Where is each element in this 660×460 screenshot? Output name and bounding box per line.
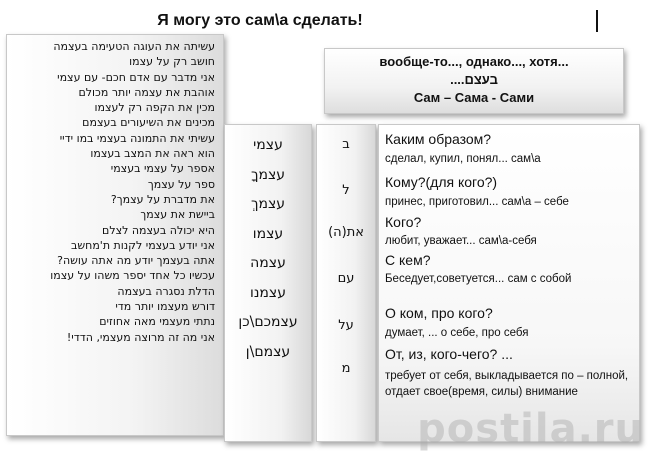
pronoun-item: עצמךְ — [250, 196, 286, 212]
pronoun-item: עצמכם\כן — [238, 314, 298, 330]
pronoun-item: עצמם\ן — [245, 343, 291, 360]
example-3: любит, уважает... сам\а-себя — [385, 235, 537, 247]
page-title: Я могу это сам\а сделать! — [157, 12, 363, 29]
preposition-item: ל — [342, 183, 350, 198]
example-5: думает, ... о себе, про себя — [385, 327, 529, 339]
hebrew-example-line: אני מה זה מרוצה מעצמי, הדדי! — [66, 330, 215, 344]
pronoun-item: עצמה — [250, 255, 286, 271]
pronoun-item: עצמךָ — [250, 166, 286, 183]
hebrew-example-line: מכין את הקפה רק לעצמו — [94, 101, 215, 115]
preposition-item: על — [338, 318, 354, 333]
info-line-3: Сам – Сама - Сами — [413, 90, 535, 105]
example-4: Беседует,советуется... сам с собой — [385, 273, 572, 285]
example-1: сделал, купил, понял... сам\а — [385, 153, 541, 165]
text-cursor — [596, 10, 598, 32]
questions-panel — [378, 124, 640, 442]
question-2: Кому?(для кого?) — [385, 174, 498, 190]
watermark-logo: postila.ru — [417, 406, 644, 452]
hebrew-example-line: אני מדבר עם אדם חכם- עם עצמי — [57, 70, 215, 84]
hebrew-example-line: ביישת את עצמך — [140, 208, 215, 222]
preposition-item: את(ה) — [328, 225, 364, 240]
hebrew-example-line: אספר על עצמי בעצמי — [110, 162, 215, 176]
hebrew-example-line: היא יכולה בעצמה לצלם — [102, 223, 215, 237]
hebrew-example-line: הוא ראה את המצב בעצמו — [90, 147, 215, 161]
question-1: Каким образом? — [385, 131, 492, 147]
pronouns-list — [225, 125, 311, 367]
question-5: О ком, про кого? — [385, 305, 493, 321]
hebrew-example-line: עשיתי את התמונה בעצמי במו ידיי — [59, 131, 215, 145]
hebrew-example-line: עכשיו כל אחד יספר משהו על עצמו — [50, 269, 215, 283]
hebrew-example-line: אוהבת את עצמה יותר מכולם — [78, 85, 215, 99]
question-3: Кого? — [385, 214, 422, 230]
pronoun-item: עצמו — [252, 225, 284, 242]
example-2: принес, приготовил... сам\а – себе — [385, 196, 569, 208]
hebrew-example-line: דורש מעצמו יותר מדי — [115, 300, 215, 314]
prepositions-panel — [316, 124, 376, 442]
question-6: От, из, кого-чего? ... — [385, 346, 513, 362]
pronoun-item: עצמנו — [250, 284, 286, 301]
question-4: С кем? — [385, 252, 431, 268]
preposition-item: עם — [337, 271, 355, 286]
hebrew-examples-panel — [6, 34, 224, 436]
info-box — [324, 48, 624, 114]
preposition-item: מ — [341, 361, 351, 376]
info-line-2: בעצם.... — [450, 72, 498, 87]
hebrew-example-line: עשיתה את העוגה הטעימה בעצמה — [53, 40, 215, 53]
hebrew-example-line: אתה בעצמך יודע מה אתה עושה? — [57, 254, 215, 268]
hebrew-example-line: את מדברת על עצמך? — [110, 192, 215, 206]
hebrew-examples-list — [7, 35, 223, 345]
hebrew-example-line: מכינים את השיעורים בעצמם — [82, 116, 215, 130]
preposition-item: ב — [342, 137, 350, 152]
hebrew-example-line: נתתי מעצמי מאה אחוזים — [99, 315, 215, 329]
example-6: требует от себя, выкладывается по – полной, отдает свое(время, силы) внимание — [385, 370, 629, 398]
pronouns-panel — [224, 124, 312, 442]
hebrew-example-line: הדלת נסגרה בעצמה — [117, 284, 215, 298]
hebrew-example-line: חושב רק על עצמו — [129, 55, 215, 69]
hebrew-example-line: ספר על עצמך — [147, 177, 215, 191]
hebrew-example-line: אני יודע בעצמי לקנות ת'מחשב — [70, 238, 215, 252]
pronoun-item: עצמי — [253, 137, 283, 153]
info-line-1: вообще-то..., однако..., хотя... — [379, 54, 569, 69]
